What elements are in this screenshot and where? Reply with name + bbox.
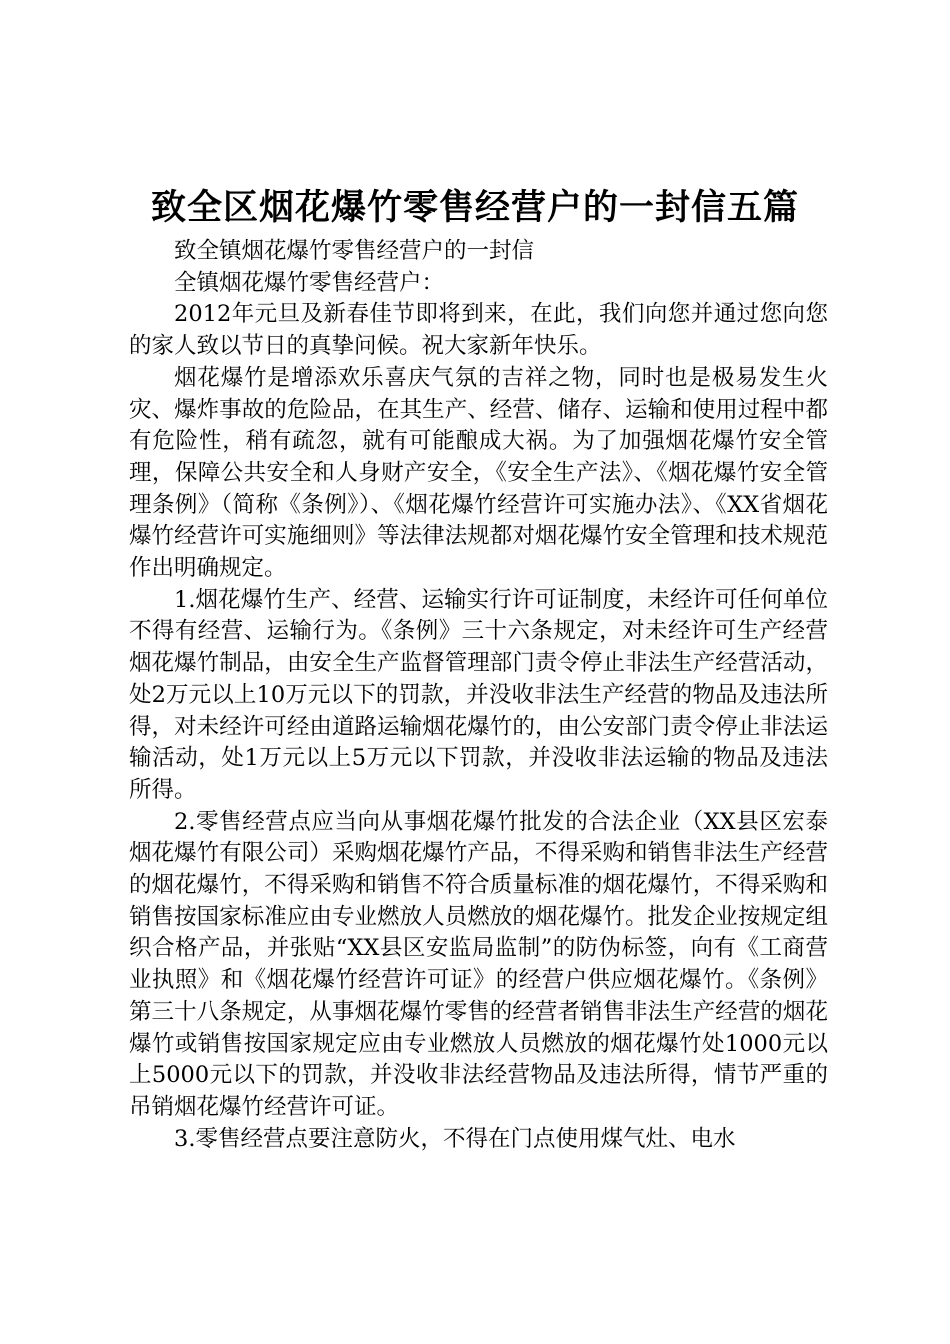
greeting-paragraph: 2012年元旦及新春佳节即将到来，在此，我们向您并通过您向您的家人致以节日的真挚问候。祝大家新年快乐。 — [129, 301, 828, 360]
rule-3-paragraph: 3.零售经营点要注意防火，不得在门点使用煤气灶、电水 — [174, 1125, 736, 1152]
salutation: 全镇烟花爆竹零售经营户： — [174, 269, 445, 296]
document-body — [129, 236, 828, 1155]
intro-paragraph: 烟花爆竹是增添欢乐喜庆气氛的吉祥之物，同时也是极易发生火灾、爆炸事故的危险品，在其生产、经营、储存、运输和使用过程中都有危险性，稍有疏忽，就有可能酿成大祸。为了加强烟花爆竹安全管理，保障公共安全和人身财产安全，《安全生产法》、《烟花爆竹安全管理条例》（简称《条例》）、《烟花爆竹经营许可实施办法》、《XX省烟花爆竹经营许可实施细则》等法律法规都对烟花爆竹安全管理和技术规范作出明确规定。 — [129, 364, 828, 582]
letter-heading: 致全镇烟花爆竹零售经营户的一封信 — [174, 238, 535, 264]
rule-2-paragraph: 2.零售经营点应当向从事烟花爆竹批发的合法企业（XX县区宏泰烟花爆竹有限公司）采购烟花爆竹产品，不得采购和销售非法生产经营的烟花爆竹，不得采购和销售不符合质量标准的烟花爆竹，不得采购和销售按国家标准应由专业燃放人员燃放的烟花爆竹。批发企业按规定组织合格产品，并张贴“XX县区安监局监制”的防伪标签，向有《工商营业执照》和《烟花爆竹经营许可证》的经营户供应烟花爆竹。《条例》第三十八条规定，从事烟花爆竹零售的经营者销售非法生产经营的烟花爆竹或销售按国家规定应由专业燃放人员燃放的烟花爆竹处1000元以上5000元以下的罚款，并没收非法经营物品及违法所得，情节严重的吊销烟花爆竹经营许可证。 — [129, 808, 828, 1120]
document-title: 致全区烟花爆竹零售经营户的一封信五篇 — [150, 187, 799, 228]
rule-1-paragraph: 1.烟花爆竹生产、经营、运输实行许可证制度，未经许可任何单位不得有经营、运输行为。《条例》三十六条规定，对未经许可生产经营烟花爆竹制品，由安全生产监督管理部门责令停止非法生产经营活动，处2万元以上10万元以下的罚款，并没收非法生产经营的物品及违法所得，对未经许可经由道路运输烟花爆竹的，由公安部门责令停止非法运输活动，处1万元以上5万元以下罚款，并没收非法运输的物品及违法所得。 — [129, 586, 828, 803]
